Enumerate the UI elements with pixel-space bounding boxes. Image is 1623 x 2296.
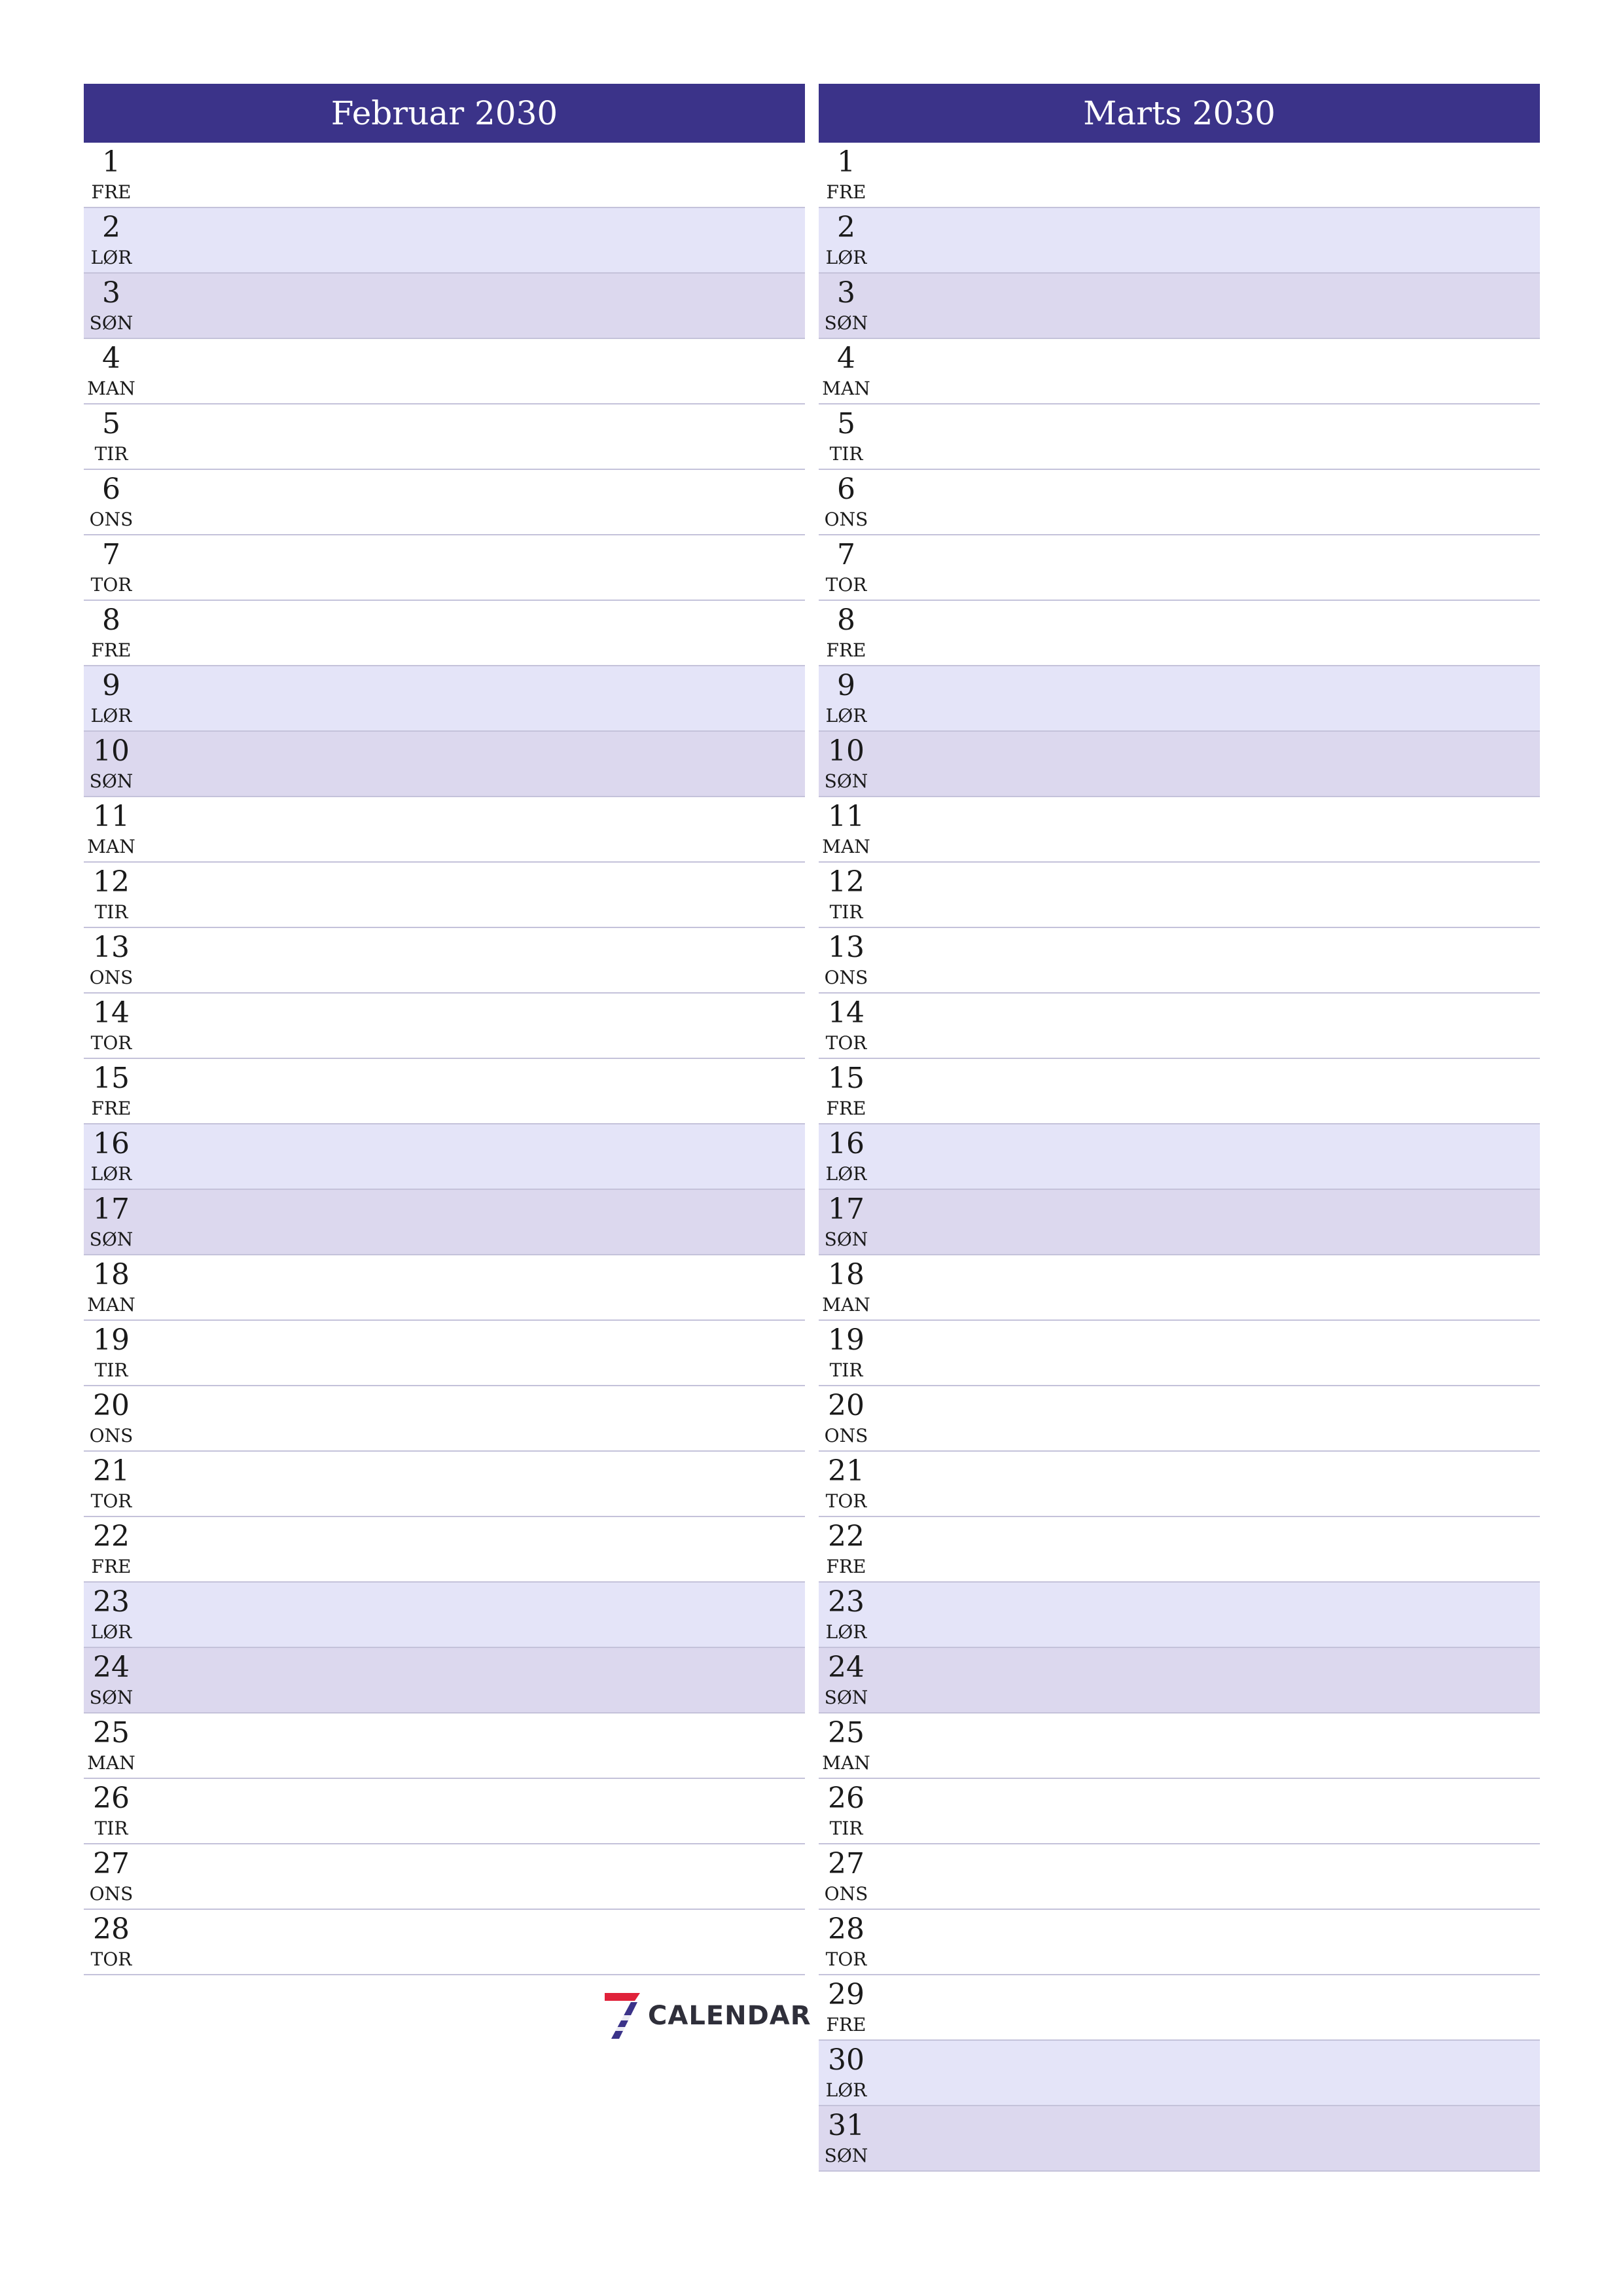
weekday-label: FRE [826, 2014, 866, 2036]
day-row [819, 470, 1540, 535]
weekday-label: FRE [91, 1098, 132, 1119]
day-number: 21 [828, 1454, 865, 1488]
day-row [819, 732, 1540, 797]
weekday-label: ONS [824, 1883, 868, 1905]
day-row [819, 1386, 1540, 1452]
day-number: 24 [828, 1651, 865, 1684]
day-number: 12 [93, 865, 130, 899]
day-row [84, 1648, 805, 1713]
day-number: 9 [837, 669, 855, 702]
weekday-label: TIR [829, 1359, 863, 1381]
day-number: 25 [93, 1716, 130, 1749]
day-number: 18 [93, 1258, 130, 1291]
day-row [819, 1583, 1540, 1648]
weekday-label: ONS [89, 509, 134, 530]
day-number: 15 [828, 1062, 865, 1095]
day-row [84, 143, 805, 208]
day-number: 22 [828, 1520, 865, 1553]
day-row [84, 1190, 805, 1255]
weekday-label: SØN [89, 312, 134, 334]
day-row [84, 1452, 805, 1517]
weekday-label: ONS [824, 967, 868, 988]
weekday-label: FRE [826, 1098, 866, 1119]
day-number: 11 [93, 800, 130, 833]
day-row [819, 1059, 1540, 1124]
day-row [84, 274, 805, 339]
day-number: 5 [102, 407, 120, 440]
weekday-label: FRE [826, 1556, 866, 1577]
day-row [84, 1517, 805, 1583]
day-number: 27 [828, 1847, 865, 1880]
weekday-label: ONS [824, 509, 868, 530]
day-row [819, 666, 1540, 732]
day-number: 7 [102, 538, 120, 571]
day-row [819, 797, 1540, 863]
day-row [819, 1124, 1540, 1190]
weekday-label: TOR [90, 574, 132, 596]
day-number: 22 [93, 1520, 130, 1553]
weekday-label: TIR [94, 443, 128, 465]
logo-text: CALENDAR [648, 2001, 812, 2031]
weekday-label: LØR [825, 1163, 867, 1185]
day-number: 27 [93, 1847, 130, 1880]
day-number: 8 [837, 603, 855, 637]
day-row [819, 2041, 1540, 2106]
weekday-label: MAN [87, 378, 135, 399]
weekday-label: MAN [87, 1752, 135, 1774]
weekday-label: FRE [826, 639, 866, 661]
weekday-label: MAN [822, 378, 870, 399]
day-row [819, 274, 1540, 339]
weekday-label: MAN [822, 836, 870, 857]
day-list [819, 143, 1540, 2172]
day-row [819, 1648, 1540, 1713]
day-number: 6 [837, 473, 855, 506]
day-row [84, 339, 805, 404]
weekday-label: TOR [90, 1490, 132, 1512]
day-number: 14 [828, 996, 865, 1030]
day-number: 25 [828, 1716, 865, 1749]
day-row [819, 535, 1540, 601]
weekday-label: ONS [824, 1425, 868, 1446]
day-row [819, 601, 1540, 666]
weekday-label: LØR [825, 705, 867, 726]
day-number: 16 [828, 1127, 865, 1160]
day-row [819, 1321, 1540, 1386]
weekday-label: LØR [90, 1621, 132, 1643]
day-row [84, 1713, 805, 1779]
weekday-label: SØN [89, 1229, 134, 1250]
weekday-label: LØR [90, 247, 132, 268]
day-row [84, 928, 805, 994]
day-number: 30 [828, 2043, 865, 2077]
month-column-march [819, 84, 1540, 2172]
weekday-label: SØN [824, 1687, 868, 1708]
weekday-label: FRE [91, 1556, 132, 1577]
day-row [84, 732, 805, 797]
weekday-label: SØN [824, 770, 868, 792]
day-row [84, 601, 805, 666]
weekday-label: TIR [94, 1359, 128, 1381]
month-title: Februar 2030 [330, 94, 558, 132]
day-row [84, 208, 805, 274]
day-number: 10 [93, 734, 130, 768]
weekday-label: TOR [825, 1948, 867, 1970]
day-number: 13 [93, 931, 130, 964]
day-number: 26 [93, 1782, 130, 1815]
day-number: 9 [102, 669, 120, 702]
day-row [84, 1386, 805, 1452]
month-header [819, 84, 1540, 143]
weekday-label: SØN [824, 2145, 868, 2166]
weekday-label: FRE [91, 181, 132, 203]
day-number: 14 [93, 996, 130, 1030]
day-number: 7 [837, 538, 855, 571]
month-title: Marts 2030 [1083, 94, 1275, 132]
weekday-label: TIR [829, 901, 863, 923]
day-row [84, 1779, 805, 1844]
weekday-label: TOR [90, 1032, 132, 1054]
day-number: 20 [828, 1389, 865, 1422]
weekday-label: LØR [825, 2079, 867, 2101]
weekday-label: TIR [829, 443, 863, 465]
day-row [819, 928, 1540, 994]
day-row [84, 1255, 805, 1321]
weekday-label: MAN [87, 1294, 135, 1316]
day-row [84, 1321, 805, 1386]
day-number: 19 [828, 1323, 865, 1357]
weekday-label: TIR [829, 1818, 863, 1839]
day-number: 6 [102, 473, 120, 506]
day-number: 29 [828, 1978, 865, 2011]
weekday-label: TOR [825, 1490, 867, 1512]
weekday-label: ONS [89, 1883, 134, 1905]
brand-logo [602, 1990, 812, 2042]
day-row [84, 1910, 805, 1975]
day-number: 26 [828, 1782, 865, 1815]
weekday-label: LØR [825, 247, 867, 268]
weekday-label: LØR [825, 1621, 867, 1643]
day-row [84, 1059, 805, 1124]
weekday-label: TOR [825, 574, 867, 596]
weekday-label: TIR [94, 1818, 128, 1839]
day-row [819, 1713, 1540, 1779]
day-number: 8 [102, 603, 120, 637]
day-number: 20 [93, 1389, 130, 1422]
day-row [819, 208, 1540, 274]
day-number: 10 [828, 734, 865, 768]
day-number: 2 [102, 211, 120, 244]
weekday-label: MAN [822, 1752, 870, 1774]
day-row [819, 1779, 1540, 1844]
day-number: 3 [837, 276, 855, 310]
day-row [819, 1910, 1540, 1975]
day-number: 1 [837, 145, 855, 179]
day-number: 28 [93, 1912, 130, 1946]
weekday-label: TOR [90, 1948, 132, 1970]
day-row [819, 863, 1540, 928]
month-column-february [84, 84, 805, 1975]
weekday-label: LØR [90, 1163, 132, 1185]
day-number: 5 [837, 407, 855, 440]
day-number: 2 [837, 211, 855, 244]
day-row [819, 1517, 1540, 1583]
weekday-label: TIR [94, 901, 128, 923]
day-row [819, 143, 1540, 208]
weekday-label: FRE [826, 181, 866, 203]
day-row [819, 2106, 1540, 2172]
day-number: 19 [93, 1323, 130, 1357]
day-number: 1 [102, 145, 120, 179]
seven-logo-icon [602, 1990, 643, 2041]
day-number: 13 [828, 931, 865, 964]
weekday-label: SØN [824, 1229, 868, 1250]
day-number: 15 [93, 1062, 130, 1095]
day-list [84, 143, 805, 1975]
day-row [84, 863, 805, 928]
month-header [84, 84, 805, 143]
day-row [819, 339, 1540, 404]
day-row [84, 404, 805, 470]
day-row [84, 994, 805, 1059]
day-row [84, 666, 805, 732]
weekday-label: TOR [825, 1032, 867, 1054]
day-row [819, 994, 1540, 1059]
weekday-label: SØN [89, 770, 134, 792]
weekday-label: MAN [822, 1294, 870, 1316]
day-row [819, 1844, 1540, 1910]
day-number: 23 [828, 1585, 865, 1619]
day-row [84, 797, 805, 863]
day-row [819, 1255, 1540, 1321]
day-number: 17 [828, 1193, 865, 1226]
day-number: 23 [93, 1585, 130, 1619]
day-number: 4 [837, 342, 855, 375]
day-number: 31 [828, 2109, 865, 2142]
weekday-label: MAN [87, 836, 135, 857]
day-row [819, 404, 1540, 470]
weekday-label: ONS [89, 967, 134, 988]
weekday-label: SØN [89, 1687, 134, 1708]
day-row [819, 1975, 1540, 2041]
day-number: 18 [828, 1258, 865, 1291]
day-row [84, 535, 805, 601]
day-number: 11 [828, 800, 865, 833]
weekday-label: ONS [89, 1425, 134, 1446]
day-number: 3 [102, 276, 120, 310]
day-number: 12 [828, 865, 865, 899]
day-number: 16 [93, 1127, 130, 1160]
day-row [84, 1583, 805, 1648]
weekday-label: LØR [90, 705, 132, 726]
day-number: 4 [102, 342, 120, 375]
day-row [84, 1844, 805, 1910]
day-row [84, 1124, 805, 1190]
day-row [819, 1452, 1540, 1517]
day-number: 21 [93, 1454, 130, 1488]
day-row [819, 1190, 1540, 1255]
day-row [84, 470, 805, 535]
day-number: 28 [828, 1912, 865, 1946]
weekday-label: FRE [91, 639, 132, 661]
day-number: 17 [93, 1193, 130, 1226]
weekday-label: SØN [824, 312, 868, 334]
day-number: 24 [93, 1651, 130, 1684]
